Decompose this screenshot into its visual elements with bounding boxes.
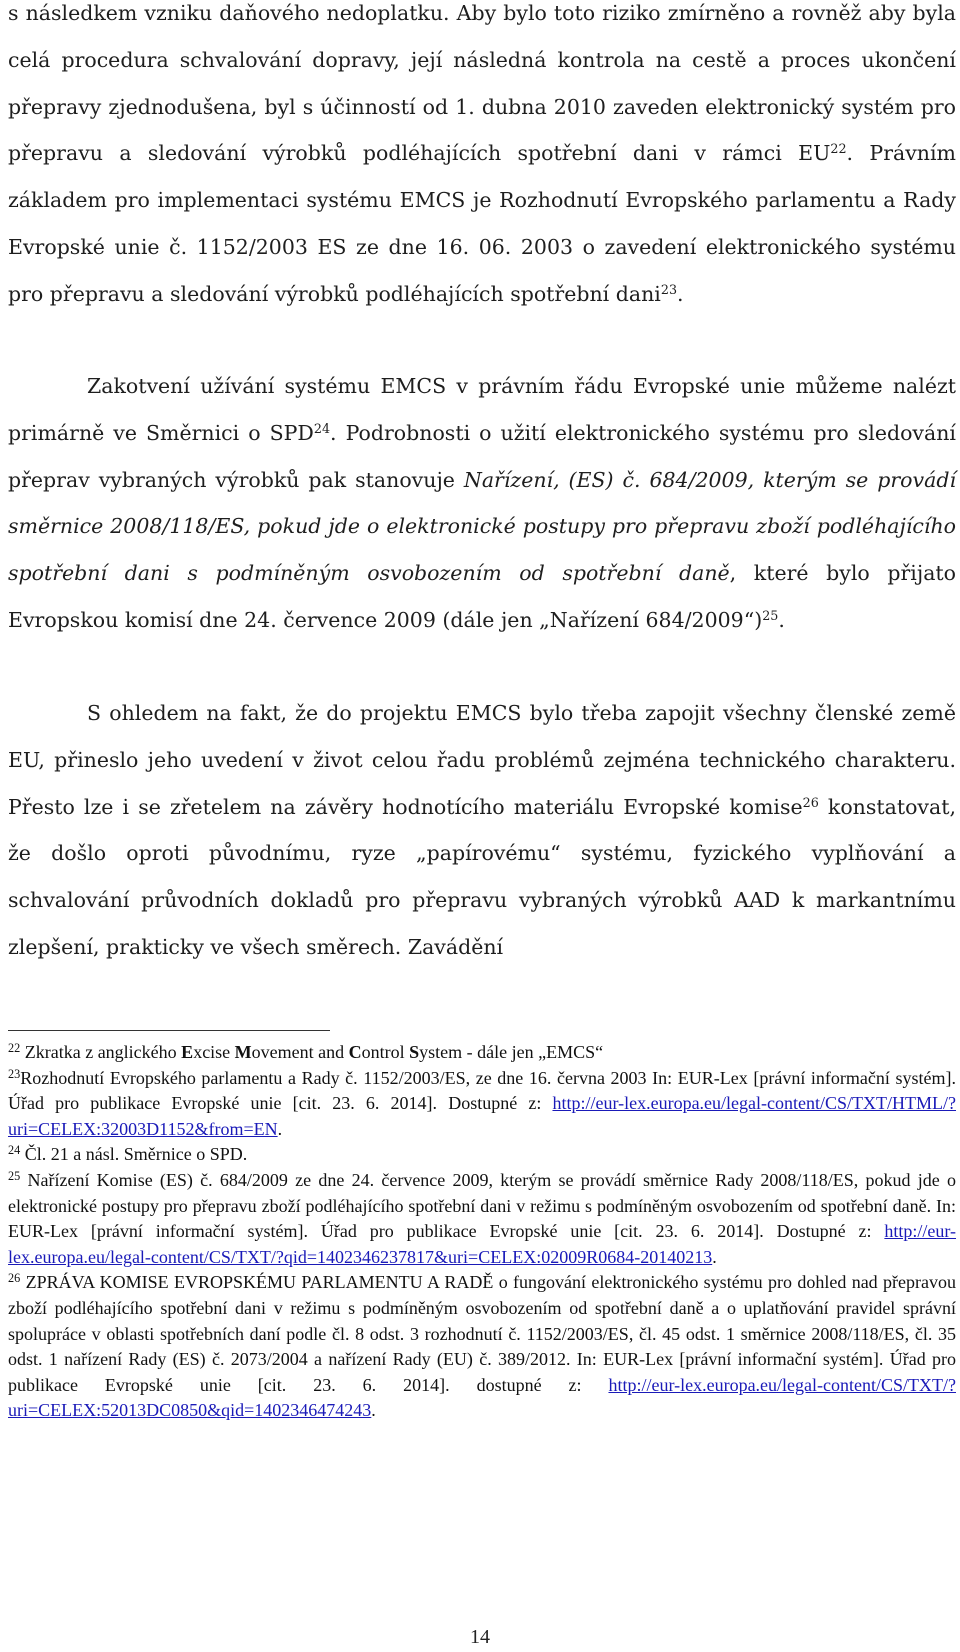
footnote-text: . [712, 1246, 717, 1267]
footnote-ref-26[interactable]: 26 [802, 794, 819, 810]
regulation-title: Nařízení, (ES) č. 684/2009, kterým se provádí směrnice 2008/118/ES, pokud jde o elektronické postupy pro přepravu zboží podléhajícího spotřební dani s podmíněným osvobozením od spotřební daně [8, 467, 956, 586]
eur-lex-link[interactable]: http://eur-lex.europa.eu/legal-content/CS/TXT/HTML/?uri=CELEX:32003D1152&from=EN [8, 1093, 956, 1139]
paragraph-text: , které bylo přijato Evropskou komisí dne 24. července 2009 (dále jen „Nařízení 684/2009“) [8, 561, 956, 632]
paragraph-emcs-implementation [8, 690, 956, 971]
footnote-number: 24 [8, 1143, 21, 1158]
footnote-ref-23[interactable]: 23 [660, 281, 678, 297]
paragraph-text: . Právním základem pro implementaci systému EMCS je Rozhodnutí Evropského parlamentu a Rady Evropské unie č. 1152/2003 ES ze dne 16. 06. 2003 o zavedení elektronického systému pro přepravu a sledování výrobků podléhajících spotřební dani [8, 141, 956, 306]
paragraph-text: Zakotvení užívání systému EMCS v právním řádu Evropské unie můžeme nalézt primárně ve Směrnici o SPD [8, 374, 956, 445]
footnote-ref-22[interactable]: 22 [830, 141, 847, 157]
footnote-text: Čl. 21 a násl. Směrnice o SPD. [20, 1144, 248, 1165]
footnote-number: 22 [8, 1040, 21, 1055]
acronym-letter: C [348, 1042, 362, 1062]
acronym-letter: S [409, 1042, 420, 1062]
footnote-text: Nařízení Komise (ES) č. 684/2009 ze dne 24. července 2009, kterým se provádí směrnice Rady 2008/118/ES, pokud jde o elektronické postupy pro přepravu zboží podléhajícího spotřební dani v režimu s podmíněným osvobozením od spotřební daně. In: EUR-Lex [právní informační systém]. Úřad pro publikace Evropské unie [cit. 23. 6. 2014]. Dostupné z: [8, 1169, 956, 1242]
footnote-text: ontrol [361, 1042, 410, 1062]
footnote-text: . [371, 1400, 376, 1421]
paragraph-emcs-legal-basis [8, 363, 956, 644]
footnote-text: ZPRÁVA KOMISE EVROPSKÉMU PARLAMENTU A RADĚ o fungování elektronického systému pro dohled nad přepravou zboží podléhajícího spotřební dani v režimu s podmíněným osvobozením od spotřební daně a o uplatňování pravidel správní spolupráce v oblasti spotřebních daní podle čl. 8 odst. 3 rozhodnutí č. 1152/2003/ES, čl. 45 odst. 1 směrnice 2008/118/ES, čl. 35 odst. 1 nařízení Rady (ES) č. 2073/2004 a nařízení Rady (EU) č. 389/2012. In: EUR-Lex [právní informační systém]. Úřad pro publikace Evropské unie [cit. 23. 6. 2014]. dostupné z: [8, 1272, 956, 1395]
footnote-ref-24[interactable]: 24 [313, 420, 331, 436]
paragraph-text: konstatovat, že došlo oproti původnímu, ryze „papírovému“ systému, fyzického vyplňování a schvalování průvodních dokladů pro přepravu vybraných výrobků AAD k markantnímu zlepšení, prakticky ve všech směrech. Zavádění [8, 794, 956, 959]
footnote-23 [8, 1066, 956, 1143]
paragraph-text: . [677, 281, 684, 306]
footnote-number: 23 [8, 1066, 21, 1081]
footnote-25 [8, 1168, 956, 1270]
footnote-number: 26 [8, 1271, 21, 1286]
page-number: 14 [470, 1626, 490, 1648]
footnote-24 [8, 1142, 956, 1168]
paragraph-text: . Podrobnosti o užití elektronického systému pro sledování přeprav vybraných výrobků pak stanovuje [8, 420, 956, 492]
footnotes [8, 1040, 956, 1424]
footnote-26 [8, 1270, 956, 1424]
footnote-separator [8, 1030, 330, 1031]
footnote-ref-25[interactable]: 25 [762, 608, 779, 623]
acronym-letter: M [234, 1042, 252, 1062]
paragraph-emcs-introduction [8, 0, 956, 318]
footnote-22 [8, 1040, 956, 1066]
paragraph-text: s následkem vzniku daňového nedoplatku. Aby bylo toto riziko zmírněno a rovněž aby byla celá procedura schvalování dopravy, její následná kontrola na cestě a proces ukončení přepravy zjednodušena, byl s účinností od 1. dubna 2010 zaveden elektronický systém pro přepravu a sledování výrobků podléhajících spotřební dani v rámci EU [8, 1, 956, 166]
footnote-text: ystem - dále jen „EMCS“ [419, 1042, 604, 1062]
footnote-text: xcise [193, 1042, 235, 1062]
paragraph-text: . [778, 607, 785, 632]
footnote-number: 25 [8, 1168, 21, 1183]
footnote-text: . [277, 1118, 283, 1139]
acronym-letter: E [181, 1042, 194, 1062]
paragraph-text: S ohledem na fakt, že do projektu EMCS bylo třeba zapojit všechny členské země EU, přineslo jeho uvedení v život celou řadu problémů zejména technického charakteru. Přesto lze i se zřetelem na závěry hodnotícího materiálu Evropské komise [8, 701, 956, 819]
eur-lex-link[interactable]: http://eur-lex.europa.eu/legal-content/CS/TXT/?qid=1402346237817&uri=CELEX:02009R0684-20140213 [8, 1221, 956, 1267]
footnote-text: Zkratka z anglického [24, 1042, 182, 1062]
eur-lex-link[interactable]: http://eur-lex.europa.eu/legal-content/CS/TXT/?uri=CELEX:52013DC0850&qid=1402346474243 [8, 1374, 956, 1421]
footnote-text: ovement and [251, 1042, 349, 1062]
footnote-text: Rozhodnutí Evropského parlamentu a Rady č. 1152/2003/ES, ze dne 16. června 2003 In: EUR-Lex [právní informační systém]. Úřad pro publikace Evropské unie [cit. 23. 6. 2014]. Dostupné z: [8, 1067, 956, 1114]
